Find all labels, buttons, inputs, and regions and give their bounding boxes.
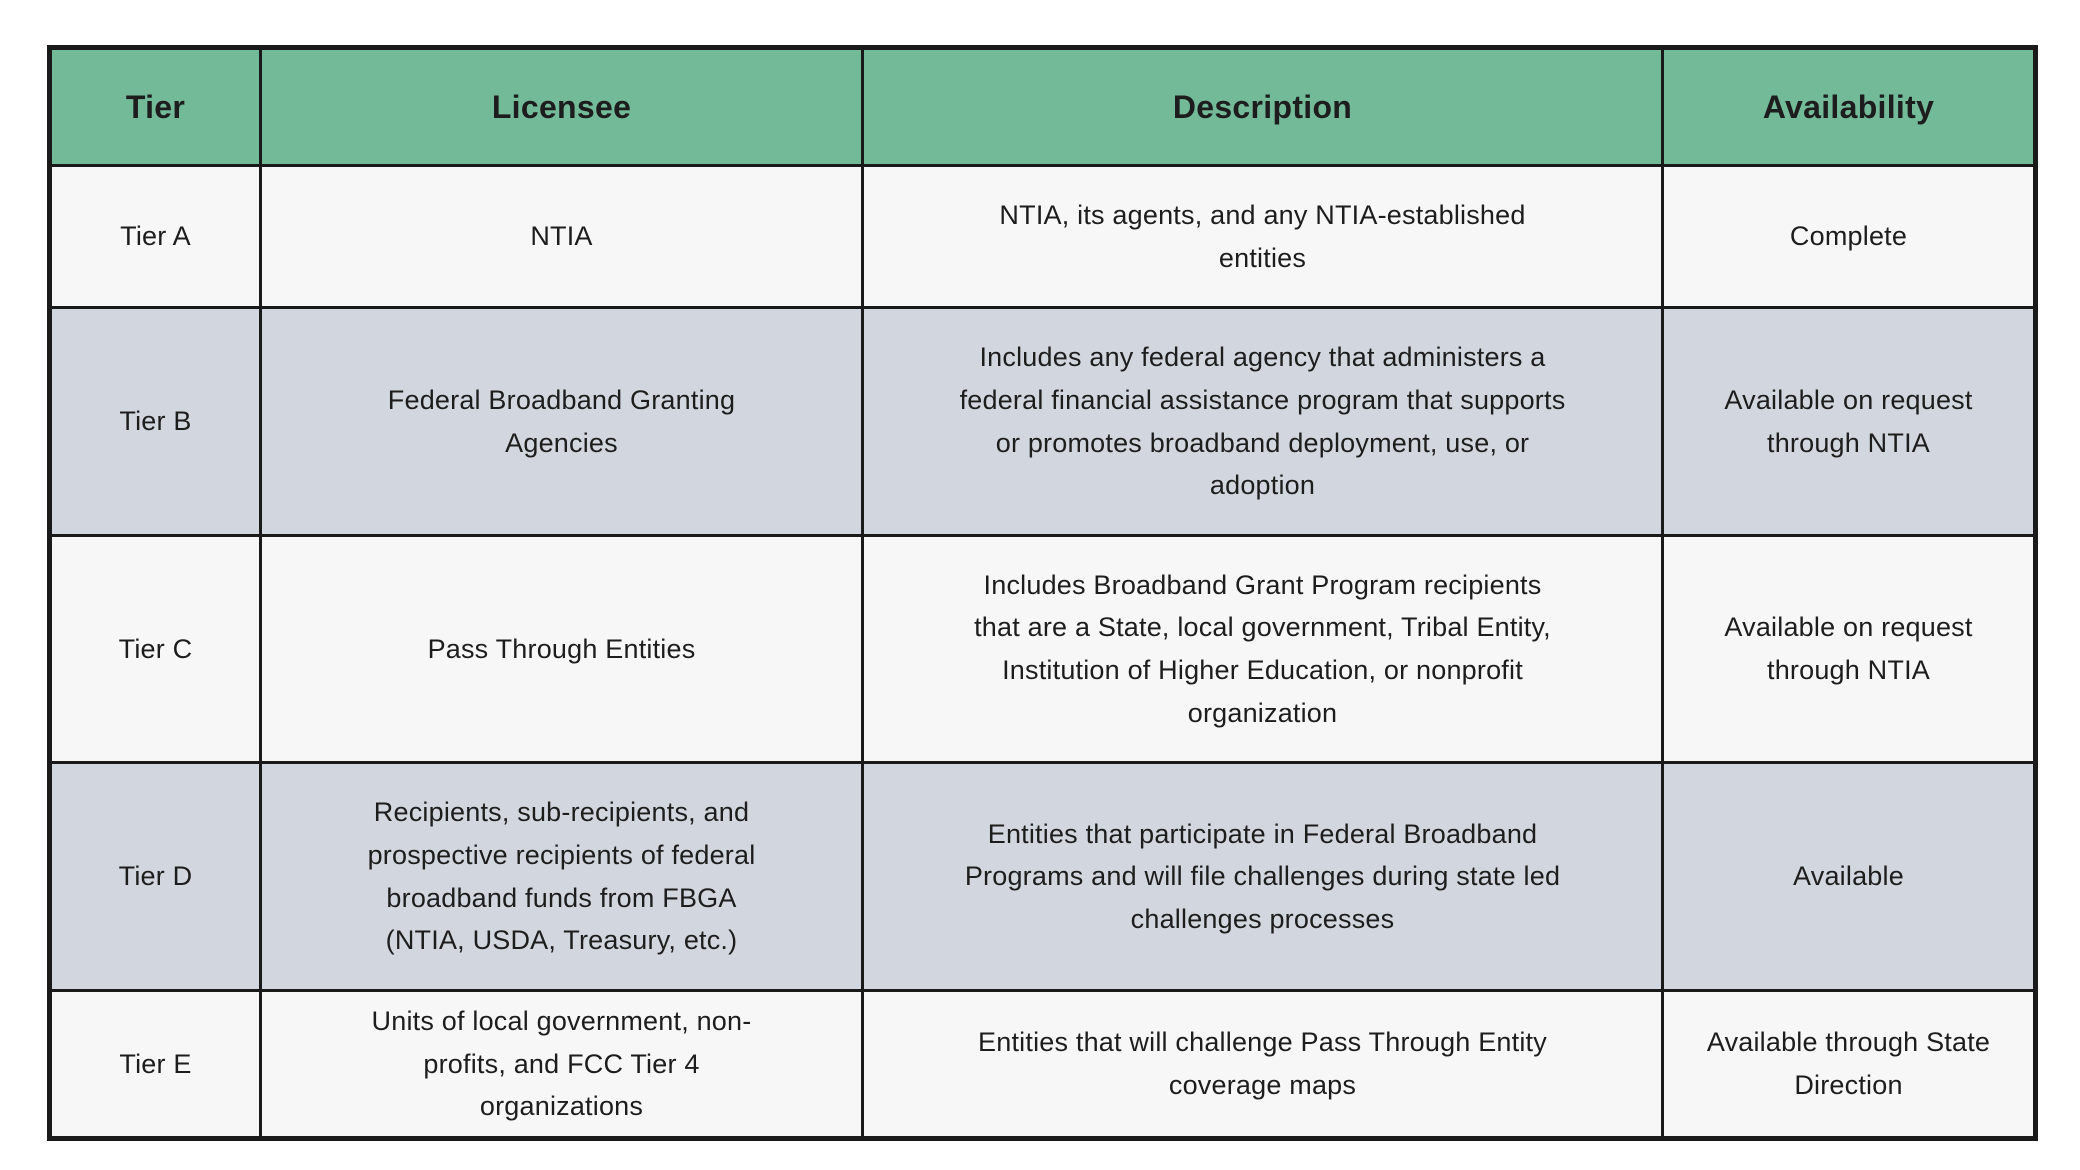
cell-licensee: NTIA	[261, 166, 863, 308]
cell-tier: Tier D	[50, 763, 261, 991]
cell-licensee: Pass Through Entities	[261, 536, 863, 763]
cell-tier: Tier E	[50, 991, 261, 1139]
cell-description: Entities that will challenge Pass Through Entity coverage maps	[863, 991, 1663, 1139]
column-header-availability: Availability	[1663, 48, 2036, 166]
tier-licensing-table-container	[47, 45, 2033, 1141]
cell-licensee: Units of local government, non-profits, and FCC Tier 4 organizations	[261, 991, 863, 1139]
table-row-tier-c	[50, 536, 2036, 763]
cell-licensee: Federal Broadband Granting Agencies	[261, 308, 863, 536]
cell-availability: Available on request through NTIA	[1663, 536, 2036, 763]
cell-description: Includes Broadband Grant Program recipients that are a State, local government, Tribal Entity, Institution of Higher Education, or nonprofit organization	[863, 536, 1663, 763]
cell-availability: Available on request through NTIA	[1663, 308, 2036, 536]
cell-tier: Tier C	[50, 536, 261, 763]
table-row-tier-d	[50, 763, 2036, 991]
column-header-description: Description	[863, 48, 1663, 166]
cell-availability: Available	[1663, 763, 2036, 991]
cell-licensee: Recipients, sub-recipients, and prospective recipients of federal broadband funds from FBGA (NTIA, USDA, Treasury, etc.)	[261, 763, 863, 991]
header-row	[50, 48, 2036, 166]
tier-licensing-table	[47, 45, 2038, 1141]
column-header-tier: Tier	[50, 48, 261, 166]
table-row-tier-a	[50, 166, 2036, 308]
table-row-tier-e	[50, 991, 2036, 1139]
cell-description: Entities that participate in Federal Broadband Programs and will file challenges during state led challenges processes	[863, 763, 1663, 991]
cell-availability: Complete	[1663, 166, 2036, 308]
column-header-licensee: Licensee	[261, 48, 863, 166]
cell-description: Includes any federal agency that administers a federal financial assistance program that supports or promotes broadband deployment, use, or adoption	[863, 308, 1663, 536]
cell-description: NTIA, its agents, and any NTIA-established entities	[863, 166, 1663, 308]
table-row-tier-b	[50, 308, 2036, 536]
cell-availability: Available through State Direction	[1663, 991, 2036, 1139]
cell-tier: Tier A	[50, 166, 261, 308]
cell-tier: Tier B	[50, 308, 261, 536]
